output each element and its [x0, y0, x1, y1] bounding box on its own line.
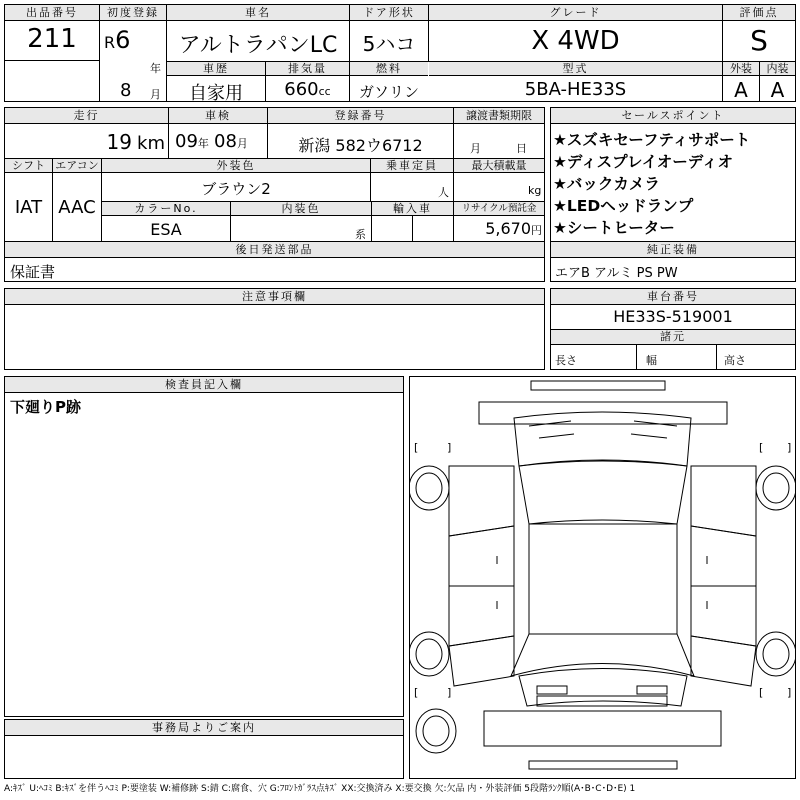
eval-score: S [750, 24, 768, 57]
first-reg-header: 初度登録 [100, 5, 166, 21]
int-color-header: 内装色 [231, 202, 371, 216]
ext-grade: A [734, 78, 748, 102]
shift-header: シフト [5, 159, 52, 173]
svg-text:[: [ [414, 441, 419, 454]
office-header: 事務局よりご案内 [5, 720, 403, 736]
reg-year: 6 [115, 26, 131, 54]
inspector-note: 下廻りP跡 [10, 398, 81, 416]
reg-no-header: 登録番号 [268, 108, 453, 124]
grade: X 4WD [531, 26, 620, 56]
svg-text:]: ] [447, 686, 452, 699]
inspector-header: 検査員記入欄 [5, 377, 403, 393]
svg-text:]: ] [787, 686, 792, 699]
mileage-unit: km [137, 133, 165, 154]
chassis-number: HE33S-519001 [613, 307, 733, 326]
inspection-header: 車検 [169, 108, 267, 124]
car-name: アルトラパンLC [178, 33, 338, 58]
displacement-header: 排気量 [266, 62, 349, 76]
transfer-day: 日 [516, 142, 527, 155]
fuel-header: 燃料 [350, 62, 428, 76]
mileage: 19 [106, 130, 132, 154]
lot-header: 出品番号 [5, 5, 99, 21]
model: 5BA-HE33S [524, 79, 627, 100]
recycle: 5,670 [485, 219, 531, 238]
svg-text:]: ] [787, 441, 792, 454]
ac: AAC [58, 197, 96, 218]
history-header: 車歴 [167, 62, 265, 76]
ext-color-header: 外装色 [102, 159, 370, 173]
displacement: 660 [284, 79, 319, 100]
model-header: 型式 [429, 62, 722, 76]
car-diagram [409, 376, 796, 779]
reg-month: 8 [120, 80, 132, 101]
svg-text:[: [ [414, 686, 419, 699]
grade-header: グレード [429, 5, 722, 21]
ext-color: ブラウン2 [201, 180, 271, 198]
sales-point: ★シートヒーター [553, 219, 675, 237]
capacity-unit: 人 [438, 186, 449, 199]
legend-footer: A:ｷｽﾞ U:ﾍｺﾐ B:ｷｽﾞを伴うﾍｺﾐ P:要塗装 W:補修跡 S:錆 C:腐食、穴 G:ﾌﾛﾝﾄｶﾞﾗｽ点ｷｽﾞ XX:交換済み X:要交換 欠:欠品 内・外装評価 5段階ﾗﾝｸ順(A･B･C･D･E) 1 [4, 784, 636, 794]
capacity-header: 乗車定員 [371, 159, 453, 173]
car-name-header: 車名 [167, 5, 349, 21]
reg-no: 新潟 582ウ6712 [298, 136, 423, 155]
ac-header: エアコン [53, 159, 101, 173]
svg-text:]: ] [447, 441, 452, 454]
history: 自家用 [189, 83, 243, 104]
mileage-header: 走行 [5, 108, 168, 124]
equip: エアB アルミ PS PW [555, 266, 678, 281]
era: R [104, 33, 116, 52]
lot-number: 211 [27, 24, 77, 54]
sales-point: ★LEDヘッドランプ [553, 197, 694, 215]
sales-header: セールスポイント [551, 108, 795, 124]
later-parts: 保証書 [10, 263, 56, 281]
load-header: 最大積載量 [454, 159, 544, 173]
sales-point: ★バックカメラ [553, 175, 660, 193]
chassis-header: 車台番号 [551, 289, 795, 305]
load-unit: kg [528, 184, 542, 197]
int-header: 内装 [760, 62, 795, 76]
insp-year-unit: 年 [197, 137, 209, 150]
int-grade: A [770, 78, 785, 102]
insp-month: 08 [214, 131, 237, 152]
sales-point: ★ディスプレイオーディオ [553, 153, 734, 171]
insp-month-unit: 月 [236, 137, 248, 150]
notes-header: 注意事項欄 [5, 289, 544, 305]
year-unit: 年 [150, 62, 161, 75]
sales-point: ★スズキセーフティサポート [553, 131, 751, 149]
import-header: 輸入車 [372, 202, 453, 216]
height-label: 高さ [724, 354, 746, 367]
fuel: ガソリン [358, 83, 419, 101]
color-no-header: カラーNo. [102, 202, 230, 216]
month-unit: 月 [150, 88, 161, 101]
color-no: ESA [150, 220, 182, 239]
ext-header: 外装 [723, 62, 759, 76]
door-header: ドア形状 [350, 5, 428, 21]
shift: IAT [14, 197, 43, 218]
later-header: 後日発送部品 [5, 242, 544, 258]
int-color-unit: 系 [355, 228, 366, 241]
transfer-month: 月 [470, 142, 481, 155]
spec-header: 諸元 [551, 330, 795, 345]
eval-header: 評価点 [723, 5, 795, 21]
recycle-unit: 円 [531, 224, 542, 237]
svg-text:[: [ [759, 686, 764, 699]
length-label: 長さ [555, 354, 577, 367]
displacement-unit: cc [318, 85, 331, 98]
transfer-header: 譲渡書類期限 [454, 108, 544, 124]
door-type: 5ハコ [362, 32, 416, 56]
inspector-section [4, 376, 404, 717]
recycle-header: リサイクル預託金 [454, 202, 544, 216]
insp-year: 09 [175, 131, 198, 152]
equip-header: 純正装備 [551, 242, 795, 258]
svg-text:[: [ [759, 441, 764, 454]
width-label: 幅 [646, 354, 657, 367]
